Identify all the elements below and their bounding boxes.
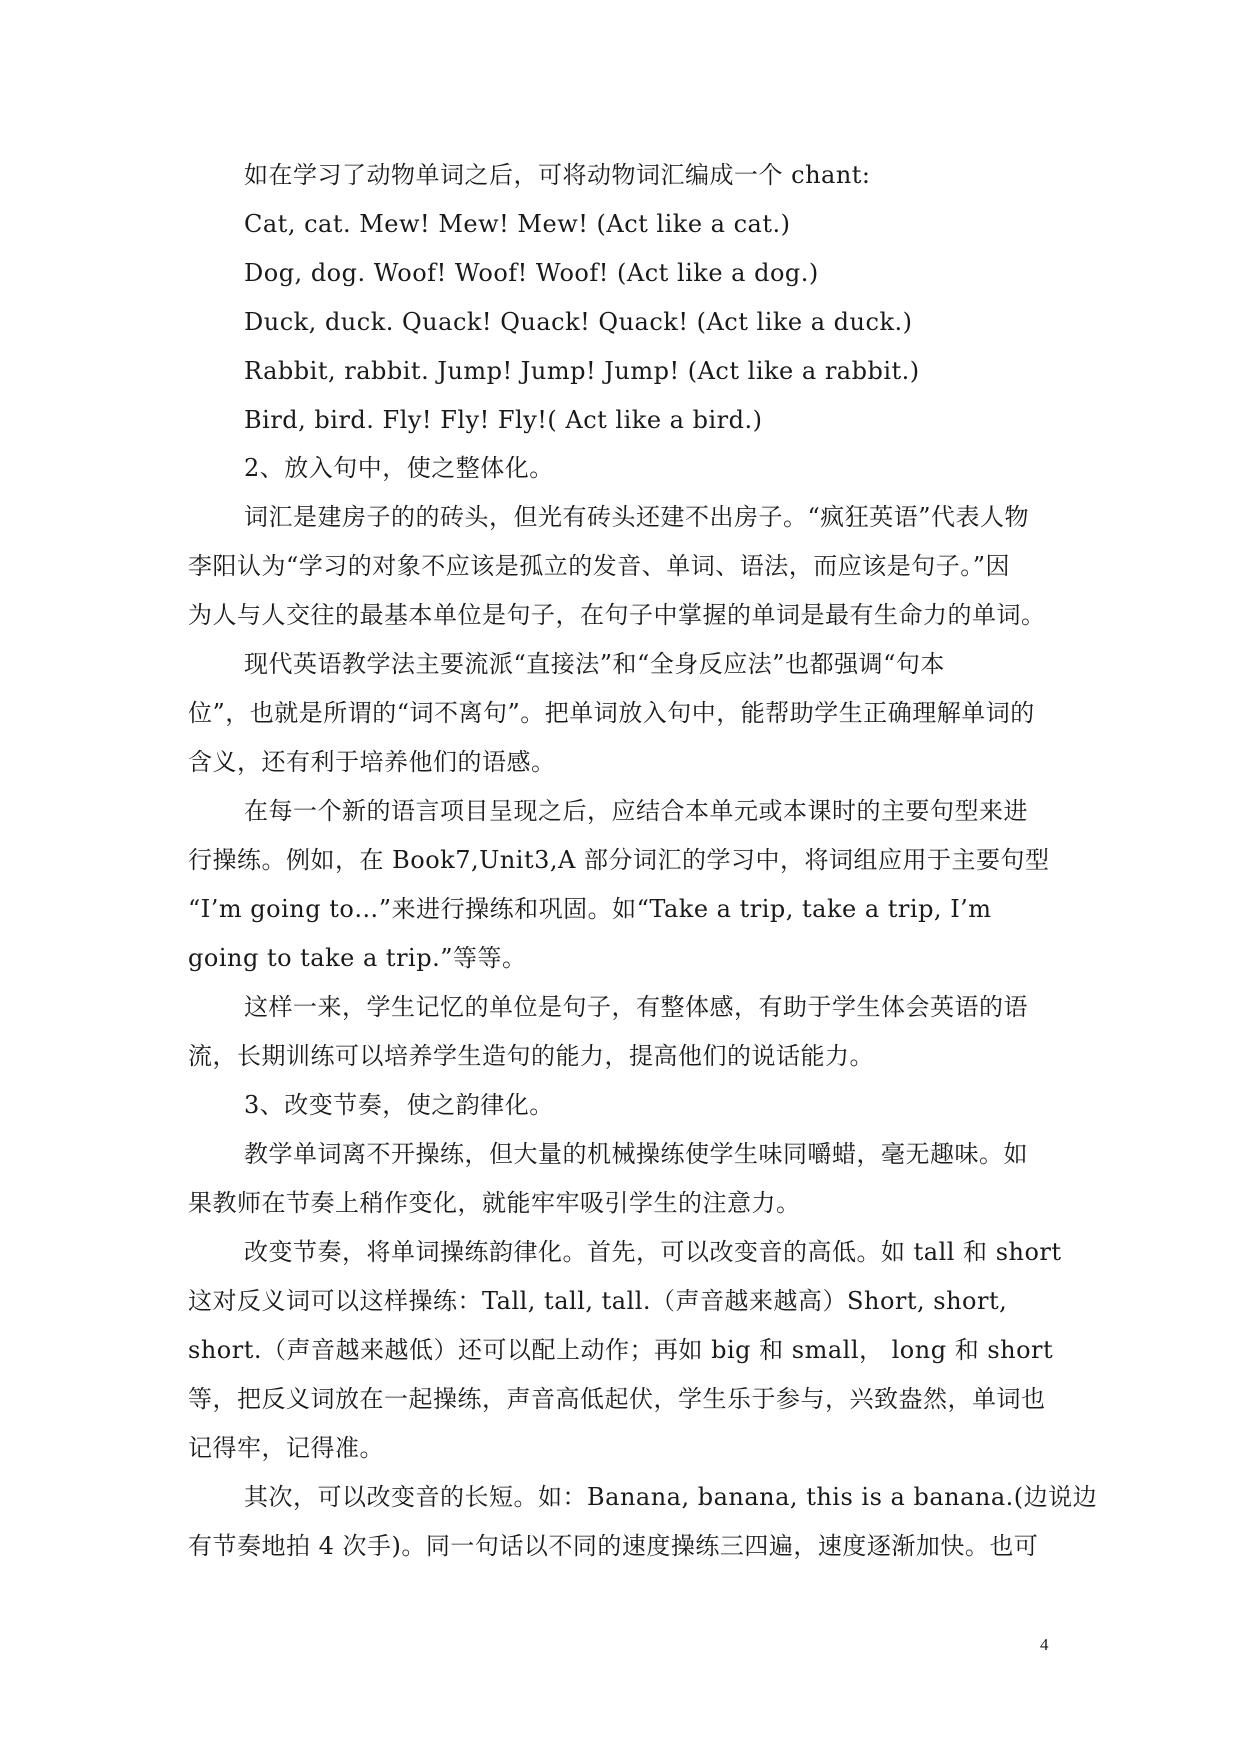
paragraph-line: 其次，可以改变音的长短。如：Banana, banana, this is a banana.(边说边 (244, 1483, 1098, 1511)
paragraph-line: 流，长期训练可以培养学生造句的能力，提高他们的说话能力。 (188, 1042, 874, 1070)
paragraph-line: 教学单词离不开操练，但大量的机械操练使学生味同嚼蜡，毫无趣味。如 (244, 1140, 1028, 1168)
paragraph-line: 位”，也就是所谓的“词不离句”。把单词放入句中，能帮助学生正确理解单词的 (188, 699, 1035, 727)
paragraph-line: “I’m going to…”来进行操练和巩固。如“Take a trip, take a trip, I’m (188, 895, 992, 923)
paragraph-line: 记得牢，记得准。 (188, 1434, 384, 1462)
chant-line-rabbit: Rabbit, rabbit. Jump! Jump! Jump! (Act like a rabbit.) (244, 357, 920, 385)
paragraph-line: 这对反义词可以这样操练：Tall, tall, tall.（声音越来越高）Short, short, (188, 1287, 1008, 1315)
paragraph-line: going to take a trip.”等等。 (188, 944, 527, 972)
section-heading-2: 2、放入句中，使之整体化。 (244, 454, 554, 482)
paragraph-line: 改变节奏，将单词操练韵律化。首先，可以改变音的高低。如 tall 和 short (244, 1238, 1062, 1266)
paragraph-line: 行操练。例如，在 Book7,Unit3,A 部分词汇的学习中，将词组应用于主要句型 (188, 846, 1050, 874)
paragraph-line: 词汇是建房子的的砖头，但光有砖头还建不出房子。“疯狂英语”代表人物 (244, 503, 1030, 531)
paragraph-line: 李阳认为“学习的对象不应该是孤立的发音、单词、语法，而应该是句子。”因 (188, 552, 1011, 580)
chant-line-duck: Duck, duck. Quack! Quack! Quack! (Act like a duck.) (244, 308, 913, 336)
paragraph-line: 等，把反义词放在一起操练，声音高低起伏，学生乐于参与，兴致盎然，单词也 (188, 1385, 1046, 1413)
paragraph-line: 在每一个新的语言项目呈现之后，应结合本单元或本课时的主要句型来进 (244, 797, 1028, 825)
section-heading-3: 3、改变节奏，使之韵律化。 (244, 1091, 554, 1119)
chant-line-bird: Bird, bird. Fly! Fly! Fly!( Act like a bird.) (244, 406, 763, 434)
paragraph-line: 这样一来，学生记忆的单位是句子，有整体感，有助于学生体会英语的语 (244, 993, 1028, 1021)
paragraph-line: 果教师在节奏上稍作变化，就能牢牢吸引学生的注意力。 (188, 1189, 801, 1217)
chant-line-cat: Cat, cat. Mew! Mew! Mew! (Act like a cat.) (244, 210, 791, 238)
paragraph-line: 为人与人交往的最基本单位是句子，在句子中掌握的单词是最有生命力的单词。 (188, 601, 1046, 629)
paragraph-line: 有节奏地拍 4 次手)。同一句话以不同的速度操练三四遍，速度逐渐加快。也可 (188, 1532, 1039, 1560)
paragraph-line: 现代英语教学法主要流派“直接法”和“全身反应法”也都强调“句本 (244, 650, 945, 678)
page-number: 4 (1040, 1635, 1049, 1654)
paragraph-line: short.（声音越来越低）还可以配上动作；再如 big 和 small， long 和 short (188, 1336, 1054, 1364)
paragraph-line: 含义，还有利于培养他们的语感。 (188, 748, 556, 776)
chant-intro-line: 如在学习了动物单词之后，可将动物词汇编成一个 chant: (244, 161, 871, 189)
chant-line-dog: Dog, dog. Woof! Woof! Woof! (Act like a dog.) (244, 259, 819, 287)
